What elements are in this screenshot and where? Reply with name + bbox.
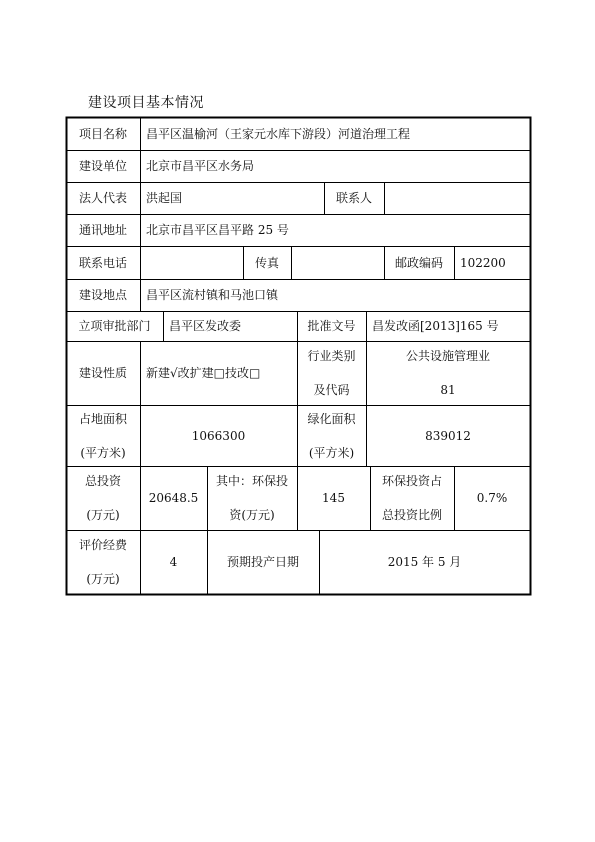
label-eval-cost-line1: 评价经费: [78, 538, 127, 552]
label-builder: 建设单位: [78, 159, 127, 173]
label-industry-line2: 及代码: [313, 383, 350, 397]
label-land-area-line1: 占地面积: [78, 411, 127, 426]
value-env-investment: 145: [322, 491, 345, 505]
label-env-investment-line1: 其中：环保投: [215, 474, 288, 488]
label-land-area: [66, 405, 140, 466]
value-industry-code: 81: [440, 383, 456, 397]
value-phone: [140, 246, 243, 279]
label-nature: 建设性质: [78, 366, 127, 380]
value-fax: [291, 246, 384, 279]
label-location: 建设地点: [78, 288, 127, 302]
label-fax: 传真: [254, 255, 279, 270]
value-location: 昌平区流村镇和马池口镇: [146, 288, 279, 302]
label-address: 通讯地址: [78, 223, 127, 237]
label-legal-rep: 法人代表: [78, 191, 127, 205]
label-total-investment: [66, 466, 140, 530]
label-phone: 联系电话: [78, 255, 127, 270]
label-eval-cost-line2: (万元): [86, 572, 120, 586]
label-green-area-line2: (平方米): [308, 445, 355, 460]
value-total-investment: 20648.5: [148, 491, 199, 505]
value-contact-person: [384, 182, 530, 214]
label-env-ratio: [370, 466, 454, 530]
value-approval-no: 昌发改函[2013]165 号: [372, 319, 499, 333]
value-builder: 北京市昌平区水务局: [146, 159, 255, 173]
value-legal-rep: 洪起国: [146, 191, 183, 205]
label-env-investment: [207, 466, 297, 530]
label-industry-line1: 行业类别: [307, 349, 356, 363]
label-project-name: 项目名称: [78, 126, 127, 141]
label-eval-cost: [66, 530, 140, 594]
label-total-investment-line1: 总投资: [84, 474, 121, 488]
value-industry: [366, 341, 530, 405]
value-industry-name: 公共设施管理业: [405, 349, 490, 363]
label-approval-dept: 立项审批部门: [78, 319, 151, 333]
label-postcode: 邮政编码: [394, 255, 443, 270]
label-operation-date: 预期投产日期: [226, 555, 299, 569]
label-contact-person: 联系人: [335, 191, 372, 205]
value-nature: 新建√改扩建□技改□: [146, 366, 261, 380]
value-postcode: 102200: [460, 255, 506, 270]
label-total-investment-line2: (万元): [86, 508, 120, 522]
value-operation-date: 2015 年 5 月: [387, 555, 462, 569]
label-approval-no: 批准文号: [307, 319, 356, 333]
section-title: 建设项目基本情况: [88, 95, 204, 111]
value-env-ratio: 0.7%: [476, 491, 508, 505]
label-land-area-line2: (平方米): [80, 445, 126, 460]
label-env-investment-line2: 资(万元): [229, 508, 275, 522]
value-land-area: 1066300: [191, 428, 246, 443]
value-approval-dept: 昌平区发改委: [169, 319, 242, 333]
label-industry: [297, 341, 366, 405]
label-env-ratio-line2: 总投资比例: [381, 508, 442, 522]
value-project-name: 昌平区温榆河（王家元水库下游段）河道治理工程: [146, 126, 411, 141]
value-green-area: 839012: [425, 428, 471, 443]
label-env-ratio-line1: 环保投资占: [381, 474, 442, 488]
label-green-area-line1: 绿化面积: [307, 411, 356, 426]
label-green-area: [297, 405, 366, 466]
value-eval-cost: 4: [169, 555, 178, 569]
value-address: 北京市昌平区昌平路 25 号: [146, 223, 289, 237]
